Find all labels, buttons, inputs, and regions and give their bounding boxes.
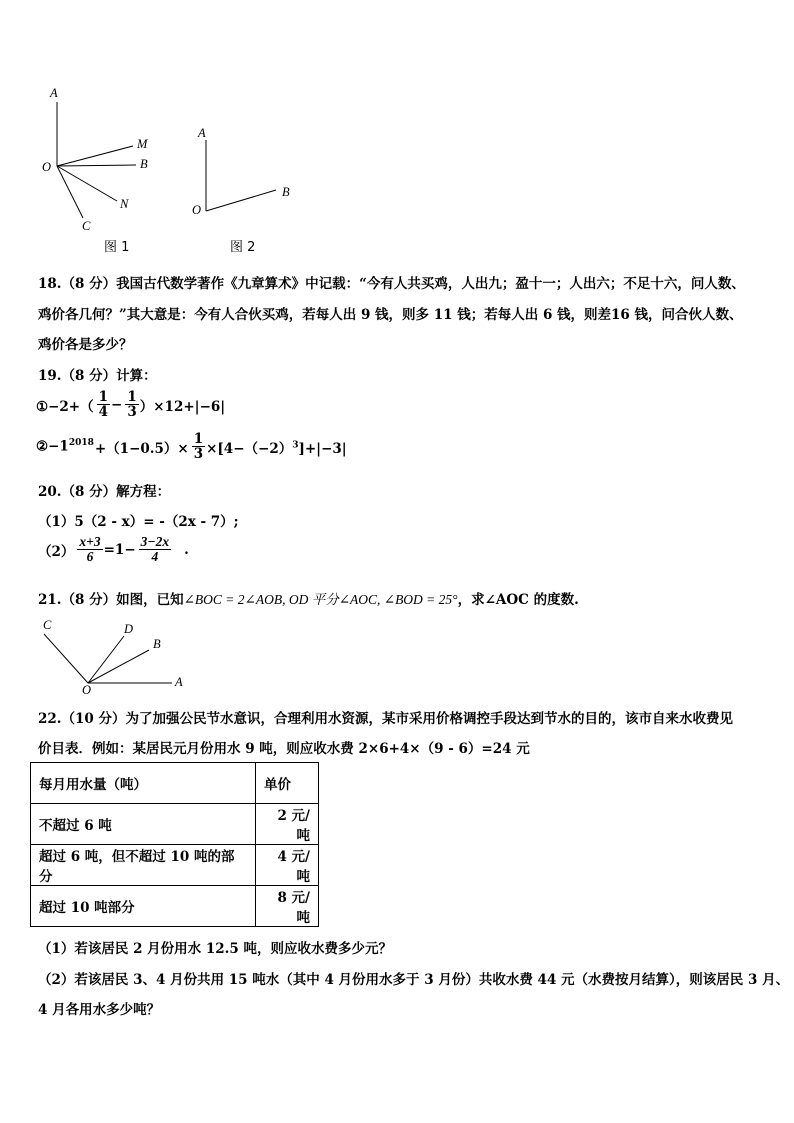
ray-od-q21 bbox=[88, 636, 124, 683]
q20-p2-eq: =1− bbox=[103, 541, 136, 558]
table-row bbox=[31, 804, 319, 845]
fig2-label-b: B bbox=[282, 185, 290, 199]
q19-title: 19.（8 分）计算： bbox=[38, 368, 157, 384]
fig2-label-a: A bbox=[198, 126, 206, 140]
ray-oc-q21 bbox=[44, 634, 88, 683]
q19-e2-fraction bbox=[192, 432, 205, 461]
q21-label-c: C bbox=[43, 618, 52, 632]
q19-e1-f2-den: 3 bbox=[127, 404, 137, 421]
ray-om bbox=[57, 146, 133, 166]
ray-ob-fig2 bbox=[206, 190, 276, 211]
q22-sub-2-line-2: 4 月各用水多少吨？ bbox=[38, 1002, 161, 1018]
q18-line-1: 18.（8 分）我国古代数学著作《九章算术》中记载：“今有人共买鸡，人出九；盈十一；人出六；不足十六，问人数、 bbox=[38, 276, 745, 292]
q19-e1-f2-num: 1 bbox=[127, 389, 137, 405]
q19-expression-2 bbox=[36, 432, 348, 461]
fig1-label-a: A bbox=[50, 86, 58, 100]
fig1-label-c: C bbox=[82, 219, 91, 233]
q18-line-2: 鸡价各几何？”其大意是：今有人合伙买鸡，若每人出 9 钱，则多 11 钱；若每人出 6 钱，则差16 钱，问合伙人数、 bbox=[38, 307, 743, 323]
q19-e2-exponent-2: 3 bbox=[292, 440, 299, 451]
q20-part-1: （1）5（2 - x）= -（2x - 7）; bbox=[38, 514, 239, 530]
table-header-row bbox=[31, 763, 319, 804]
q20-p2-fraction-2 bbox=[139, 535, 171, 564]
table-cell: 超过 6 吨，但不超过 10 吨的部分 bbox=[31, 845, 256, 886]
q19-e1-minus: − bbox=[111, 396, 123, 413]
table-cell: 2 元/吨 bbox=[256, 804, 319, 845]
q19-e2-f-den: 3 bbox=[193, 446, 204, 463]
q19-e1-f1-num: 1 bbox=[98, 389, 109, 405]
q19-e2-prefix: $②-1^{2018}$ bbox=[36, 438, 94, 455]
table-cell: 超过 10 吨部分 bbox=[31, 886, 256, 927]
q20-p2-f2-den: 4 bbox=[139, 549, 171, 564]
table-row bbox=[31, 845, 319, 886]
q22-line-2: 价目表．例如：某居民元月份用水 9 吨，则应收水费 2×6+4×（9 - 6）=24 元 bbox=[38, 741, 530, 757]
fig1-label-o: O bbox=[42, 160, 52, 174]
fig1-caption: 图 1 bbox=[104, 240, 130, 255]
fig1-label-b: B bbox=[140, 157, 148, 171]
table-cell: 8 元/吨 bbox=[256, 886, 319, 927]
q22-line-1: 22.（10 分）为了加强公民节水意识，合理利用水资源，某市采用价格调控手段达到节水的目的，该市自来水收费见 bbox=[38, 711, 733, 727]
q20-part-2 bbox=[38, 535, 190, 564]
fig2-label-o: O bbox=[192, 203, 202, 217]
q21-suffix: ，求∠AOC 的度数. bbox=[457, 592, 579, 608]
q21-math: ∠BOC = 2∠AOB, OD 平分∠AOC, ∠BOD = 25° bbox=[183, 592, 458, 607]
q21-prefix: 21.（8 分）如图，已知 bbox=[38, 592, 184, 608]
figure-1-diagram bbox=[0, 0, 300, 260]
q22-sub-2-line-1: （2）若该居民 3、4 月份共用 15 吨水（其中 4 月份用水多于 3 月份）共收水费 44 元（水费按月结算），则该居民 3 月、 bbox=[38, 972, 790, 988]
q19-e1-suffix: ）×12+|−6| bbox=[139, 398, 226, 415]
q19-e1-fraction-2 bbox=[125, 390, 138, 419]
q19-expression-1 bbox=[36, 390, 226, 419]
q19-e1-f1-den: 4 bbox=[98, 404, 109, 421]
fig1-label-n: N bbox=[120, 197, 129, 211]
q21-diagram bbox=[0, 610, 220, 700]
q20-p2-f1-num: x+3 bbox=[79, 534, 101, 549]
q19-e1-prefix: ①−2+（ bbox=[36, 398, 94, 415]
q20-p2-f1-den: 6 bbox=[77, 549, 102, 564]
q20-title: 20.（8 分）解方程： bbox=[38, 484, 171, 500]
q20-p2-f2-num: 3−2x bbox=[140, 534, 170, 549]
q19-e2-suffix: $\times[4-(-2)^3]+|-3|$ bbox=[206, 440, 347, 457]
q19-e2-mid: +（1−0.5）× bbox=[94, 440, 189, 457]
table-row bbox=[31, 886, 319, 927]
table-header-cell: 每月用水量（吨） bbox=[31, 763, 256, 804]
fig1-label-m: M bbox=[137, 137, 148, 151]
q21-label-a: A bbox=[175, 675, 183, 689]
table-header-cell: 单价 bbox=[256, 763, 319, 804]
q21-label-b: B bbox=[153, 637, 161, 651]
q21-label-d: D bbox=[124, 622, 134, 636]
ray-ob bbox=[57, 165, 136, 166]
table-cell: 4 元/吨 bbox=[256, 845, 319, 886]
q22-sub-1: （1）若该居民 2 月份用水 12.5 吨，则应收水费多少元？ bbox=[38, 941, 392, 957]
q19-e2-f-num: 1 bbox=[193, 431, 204, 447]
table-cell: 不超过 6 吨 bbox=[31, 804, 256, 845]
q19-e2-exponent: 2018 bbox=[68, 438, 94, 449]
q20-p2-fraction-1 bbox=[77, 535, 102, 564]
q20-p2-end: . bbox=[184, 541, 189, 558]
q21-label-o: O bbox=[82, 683, 92, 697]
fig2-caption: 图 2 bbox=[230, 240, 256, 255]
q19-e1-fraction-1 bbox=[97, 390, 110, 419]
ray-ob-q21 bbox=[88, 650, 149, 683]
q18-line-3: 鸡价各是多少？ bbox=[38, 337, 133, 353]
q20-p2-label: （2） bbox=[38, 543, 75, 560]
price-table bbox=[30, 762, 319, 927]
q21-line bbox=[38, 588, 579, 608]
